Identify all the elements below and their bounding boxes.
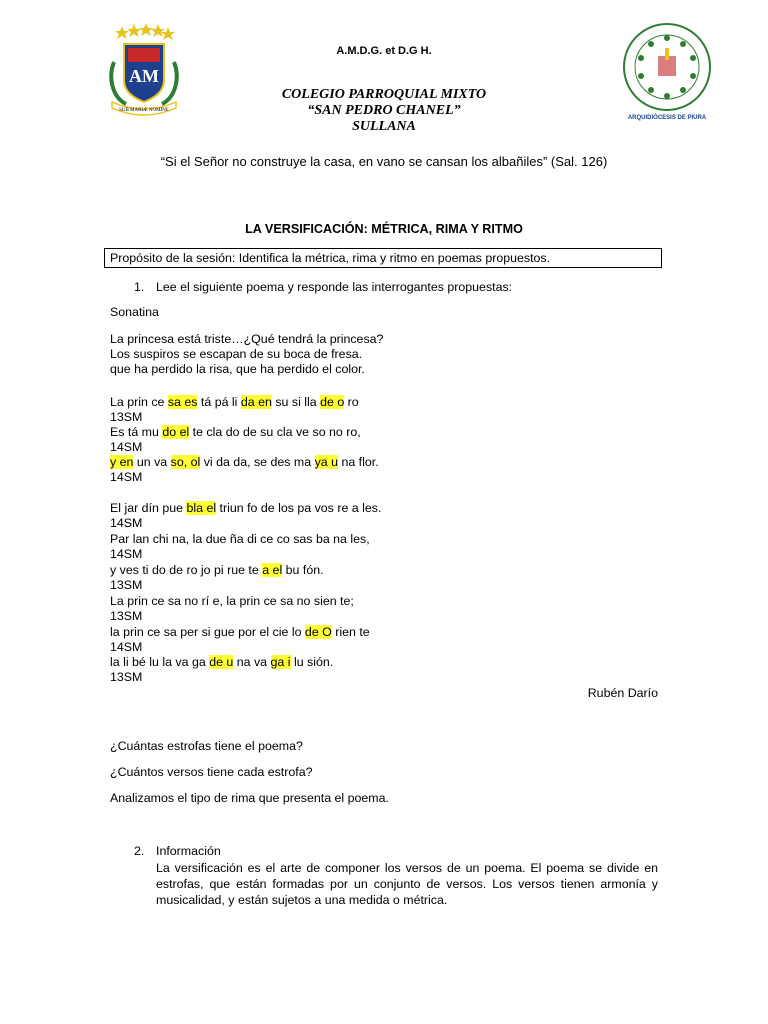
verse-text: na va bbox=[233, 655, 271, 669]
verse-text: na flor. bbox=[338, 455, 379, 469]
verse-text: triun fo de los pa vos re a les. bbox=[216, 501, 382, 515]
synalepha-highlight: so, ol bbox=[170, 455, 201, 469]
svg-text:ARQUIDIÓCESIS DE PIURA: ARQUIDIÓCESIS DE PIURA bbox=[627, 115, 707, 121]
stanza-1-verse: Los suspiros se escapan de su boca de fresa. bbox=[110, 347, 363, 361]
syllable-count: 14SM bbox=[110, 547, 143, 561]
poem-author: Rubén Darío bbox=[587, 686, 658, 700]
step-2-number: 2. bbox=[134, 844, 145, 858]
synalepha-highlight: de u bbox=[209, 655, 234, 669]
syllable-count: 13SM bbox=[110, 609, 143, 623]
synalepha-highlight: de o bbox=[320, 395, 345, 409]
verse-text: la li bé lu la va ga bbox=[110, 655, 210, 669]
step-1-number: 1. bbox=[134, 280, 145, 294]
verse-text: Par lan chi na, la due ña di ce co sas ba na les, bbox=[110, 532, 370, 546]
stanza-1-verse: que ha perdido la risa, que ha perdido el color. bbox=[110, 362, 365, 376]
syllable-count: 14SM bbox=[110, 516, 143, 530]
verse-text: Es tá mu bbox=[110, 425, 163, 439]
verse-text: ro bbox=[344, 395, 359, 409]
synalepha-highlight: sa es bbox=[167, 395, 198, 409]
verse-text: lu sión. bbox=[290, 655, 334, 669]
synalepha-highlight: a el bbox=[262, 563, 283, 577]
syllabified-verse bbox=[110, 455, 379, 470]
syllabified-verse bbox=[110, 395, 359, 410]
syllabified-verse bbox=[110, 563, 324, 578]
verse-text: su si lla bbox=[271, 395, 321, 409]
syllable-count: 14SM bbox=[110, 440, 143, 454]
verse-text: La prin ce bbox=[110, 395, 168, 409]
synalepha-highlight: ga i bbox=[270, 655, 291, 669]
syllabified-verse bbox=[110, 425, 361, 440]
session-purpose-box: Propósito de la sesión: Identifica la métrica, rima y ritmo en poemas propuestos. bbox=[104, 248, 662, 268]
verse-text: bu fón. bbox=[282, 563, 324, 577]
syllable-count: 13SM bbox=[110, 670, 143, 684]
school-name-line-3: SULLANA bbox=[352, 119, 416, 134]
verse-text: vi da da, se des ma bbox=[200, 455, 315, 469]
synalepha-highlight: do el bbox=[162, 425, 190, 439]
synalepha-highlight: da en bbox=[240, 395, 272, 409]
svg-text:SUB MARIÆ NOMINE: SUB MARIÆ NOMINE bbox=[119, 108, 169, 113]
question-stanzas: ¿Cuántas estrofas tiene el poema? bbox=[110, 739, 303, 753]
step-2-heading: Información bbox=[156, 844, 221, 858]
synalepha-highlight: y en bbox=[110, 455, 134, 469]
verse-text: y ves ti do de ro jo pi rue te bbox=[110, 563, 263, 577]
verse-text: El jar dín pue bbox=[110, 501, 187, 515]
synalepha-highlight: bla el bbox=[186, 501, 217, 515]
poem-title: Sonatina bbox=[110, 305, 159, 319]
stanza-1-verse: La princesa está triste…¿Qué tendrá la princesa? bbox=[110, 332, 384, 346]
syllable-count: 13SM bbox=[110, 410, 143, 424]
syllabified-verse bbox=[110, 594, 354, 609]
school-name-line-2: “SAN PEDRO CHANEL” bbox=[307, 103, 461, 118]
step-2-paragraph: La versificación es el arte de componer los versos de un poema. El poema se divide en estrofas, que están formadas por un conjunto de versos. Los versos tienen armonía y musicalidad, y están sujetos a una medida o métrica. bbox=[156, 861, 658, 907]
svg-text:AM: AM bbox=[129, 66, 159, 86]
syllabified-verse bbox=[110, 501, 381, 516]
page-title: LA VERSIFICACIÓN: MÉTRICA, RIMA Y RITMO bbox=[245, 222, 523, 236]
syllable-count: 13SM bbox=[110, 578, 143, 592]
synalepha-highlight: de O bbox=[304, 625, 332, 639]
question-rhyme: Analizamos el tipo de rima que presenta el poema. bbox=[110, 791, 389, 805]
verse-text: rien te bbox=[331, 625, 370, 639]
question-verses: ¿Cuántos versos tiene cada estrofa? bbox=[110, 765, 313, 779]
verse-text: un va bbox=[133, 455, 171, 469]
verse-text: la prin ce sa per si gue por el cie lo bbox=[110, 625, 305, 639]
syllabified-verse bbox=[110, 655, 333, 670]
motto-line: A.M.D.G. et D.G H. bbox=[336, 45, 432, 57]
school-name-line-1: COLEGIO PARROQUIAL MIXTO bbox=[281, 87, 487, 102]
bible-quote: “Si el Señor no construye la casa, en vano se cansan los albañiles” (Sal. 126) bbox=[160, 154, 608, 169]
syllabified-verse bbox=[110, 532, 370, 547]
verse-text: te cla do de su cla ve so no ro, bbox=[189, 425, 361, 439]
step-1-instruction: Lee el siguiente poema y responde las interrogantes propuestas: bbox=[156, 280, 513, 294]
syllable-count: 14SM bbox=[110, 470, 143, 484]
synalepha-highlight: ya u bbox=[314, 455, 339, 469]
verse-text: tá pá li bbox=[197, 395, 241, 409]
verse-text: La prin ce sa no rí e, la prin ce sa no sien te; bbox=[110, 594, 354, 608]
syllabified-verse bbox=[110, 625, 370, 640]
syllable-count: 14SM bbox=[110, 640, 143, 654]
